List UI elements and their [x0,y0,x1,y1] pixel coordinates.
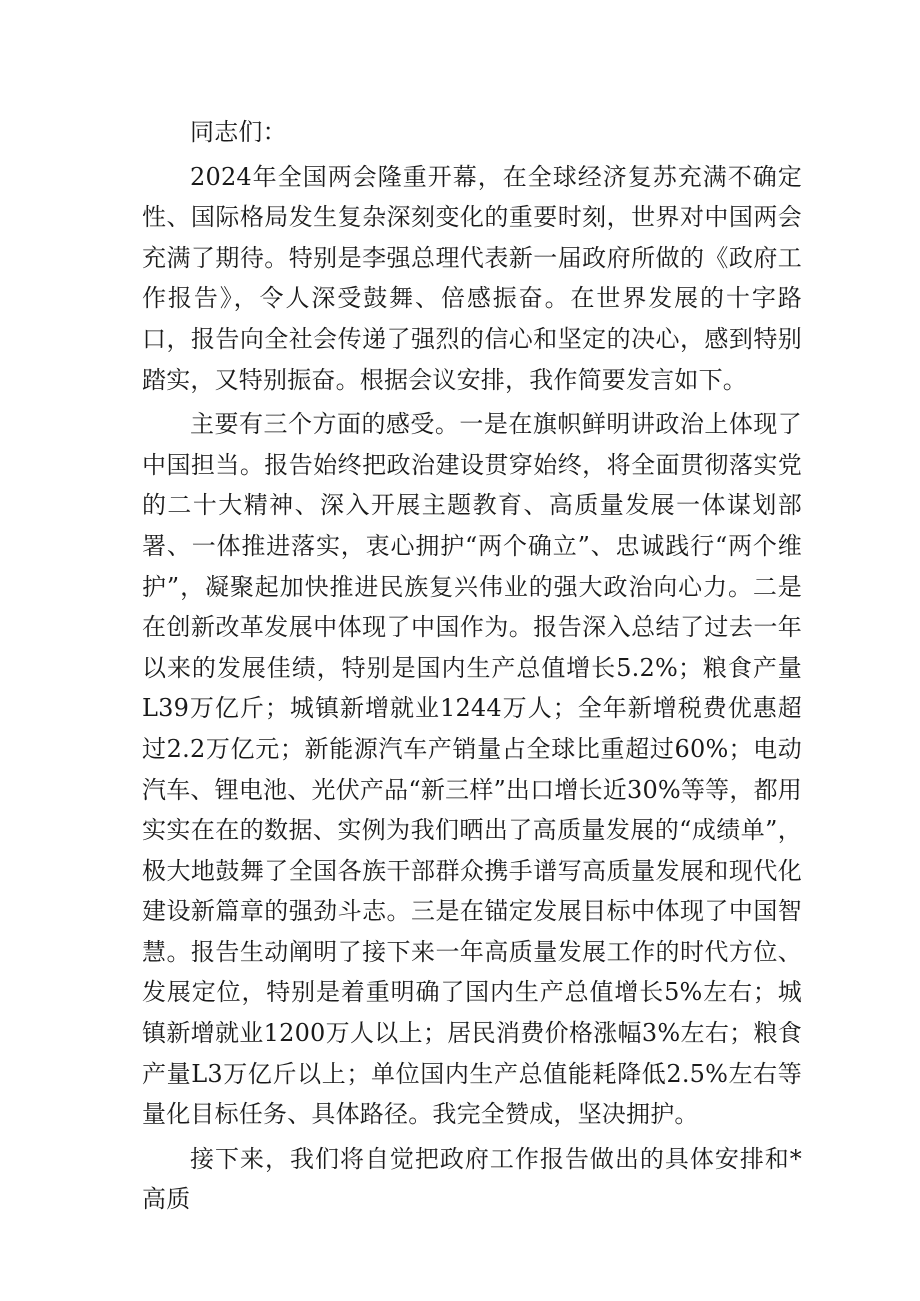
paragraph-2: 主要有三个方面的感受。一是在旗帜鲜明讲政治上体现了中国担当。报告始终把政治建设贯穿始终，将全面贯彻落实党的二十大精神、深入开展主题教育、高质量发展一体谋划部署、一体推进落实，衷心拥护“两个确立”、忠诚践行“两个维护”，凝聚起加快推进民族复兴伟业的强大政治向心力。二是在创新改革发展中体现了中国作为。报告深入总结了过去一年以来的发展佳绩，特别是国内生产总值增长5.2%；粮食产量L39万亿斤；城镇新增就业1244万人；全年新增税费优惠超过2.2万亿元；新能源汽车产销量占全球比重超过60%；电动汽车、锂电池、光伏产品“新三样”出口增长近30%等等，都用实实在在的数据、实例为我们晒出了高质量发展的“成绩单”，极大地鼓舞了全国各族干部群众携手谱写高质量发展和现代化建设新篇章的强劲斗志。三是在锚定发展目标中体现了中国智慧。报告生动阐明了接下来一年高质量发展工作的时代方位、发展定位，特别是着重明确了国内生产总值增长5%左右；城镇新增就业1200万人以上；居民消费价格涨幅3%左右；粮食产量L3万亿斤以上；单位国内生产总值能耗降低2.5%左右等量化目标任务、具体路径。我完全赞成，坚决拥护。 [142,410,802,1129]
document-body [142,112,802,1220]
paragraph-3: 接下来，我们将自觉把政府工作报告做出的具体安排和*高质 [142,1144,802,1214]
paragraph-1: 2024年全国两会隆重开幕，在全球经济复苏充满不确定性、国际格局发生复杂深刻变化的重要时刻，世界对中国两会充满了期待。特别是李强总理代表新一届政府所做的《政府工作报告》，令人深受鼓舞、倍感振奋。在世界发展的十字路口，报告向全社会传递了强烈的信心和坚定的决心，感到特别踏实，又特别振奋。根据会议安排，我作简要发言如下。 [142,162,802,394]
salutation: 同志们： [190,118,287,146]
